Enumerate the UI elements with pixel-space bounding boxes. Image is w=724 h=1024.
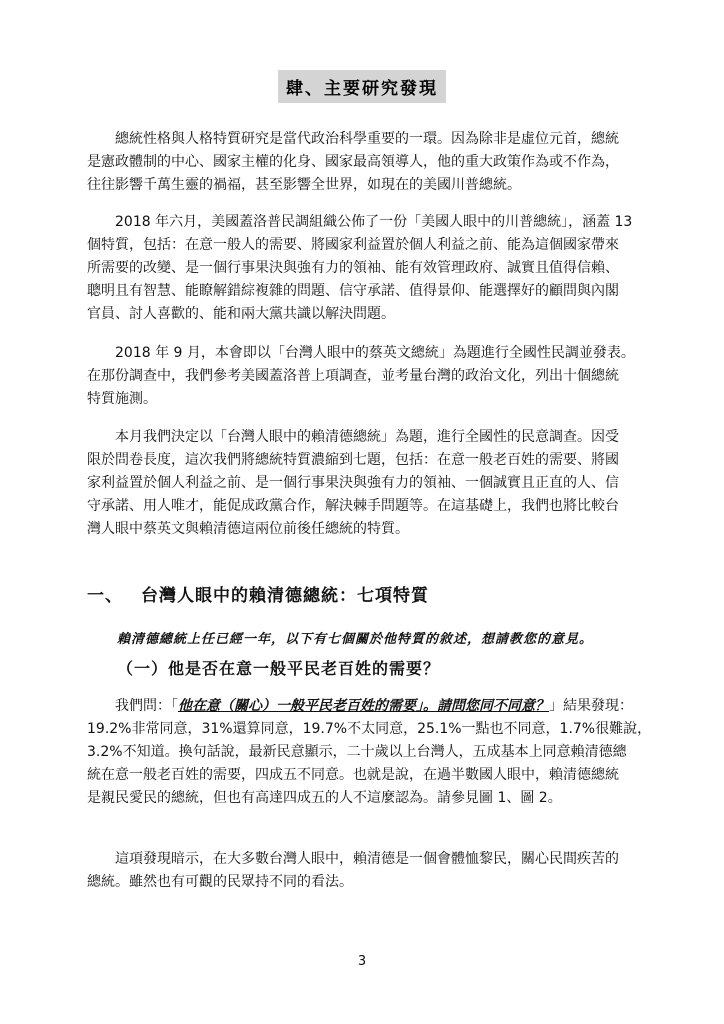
section-title-wrap [0, 70, 724, 103]
text-line: 是親民愛民的總統，但也有高達四成五的人不這麼認為。請參見圖 1、圖 2。 [87, 790, 562, 806]
heading-2: （一）他是否在意一般平民老百姓的需要？ [117, 659, 441, 678]
text-line: 這項發現暗示，在大多數台灣人眼中，賴清德是一個會體恤黎民，關心民間疾苦的 [115, 851, 619, 867]
heading-1-text: 台灣人眼中的賴清德總統：七項特質 [141, 586, 429, 606]
text-line: 聰明且有智慧、能瞭解錯綜複雜的問題、信守承諾、值得景仰、能選擇好的顧問與內閣 [87, 283, 619, 299]
text-line: 灣人眼中蔡英文與賴清德這兩位前後任總統的特質。 [87, 521, 409, 537]
text-line: 總統性格與人格特質研究是當代政治科學重要的一環。因為除非是虛位元首，總統 [115, 131, 619, 147]
question-intro: 賴清德總統上任已經一年，以下有七個關於他特質的敘述，想請教您的意見。 [117, 632, 594, 647]
paragraph-gallup [87, 211, 641, 326]
paragraph-lai-survey [87, 426, 641, 541]
section-title: 肆、主要研究發現 [278, 70, 446, 103]
text-line: 所需要的改變、是一個行事果決與強有力的領袖、能有效管理政府、誠實且值得信賴、 [87, 260, 619, 276]
text-line: 守承諾、用人唯才，能促成政黨合作，解決棘手問題等。在這基礎上，我們也將比較台 [87, 498, 619, 514]
finding-prefix: 我們問：「 [115, 698, 178, 714]
paragraph-finding [87, 695, 652, 810]
survey-question: 他在意（關心）一般平民老百姓的需要」。請問您同不同意？ [178, 698, 549, 714]
text-line: 官員、討人喜歡的、能和兩大黨共識以解決問題。 [87, 306, 395, 322]
text-line: 特質施測。 [87, 391, 157, 407]
text-line: 限於問卷長度，這次我們將總統特質濃縮到七題，包括：在意一般老百姓的需要、將國 [87, 452, 619, 468]
text-line: 個特質，包括：在意一般人的需要、將國家利益置於個人利益之前、能為這個國家帶來 [87, 237, 619, 253]
paragraph-conclusion [87, 848, 641, 894]
text-line: 在那份調查中，我們參考美國蓋洛普上項調查，並考量台灣的政治文化，列出十個總統 [87, 368, 619, 384]
finding-suffix: 」結果發現： [549, 698, 633, 714]
text-line: 往往影響千萬生靈的禍福，甚至影響全世界，如現在的美國川普總統。 [87, 177, 521, 193]
text-line: 本月我們決定以「台灣人眼中的賴清德總統」為題，進行全國性的民意調查。因受 [115, 429, 619, 445]
text-line: 家利益置於個人利益之前、是一個行事果決與強有力的領袖、一個誠實且正直的人、信 [87, 475, 619, 491]
text-line: 3.2%不知道。換句話說，最新民意顯示，二十歲以上台灣人，五成基本上同意賴清德總 [87, 744, 627, 760]
text-line: 2018 年六月，美國蓋洛普民調組織公佈了一份「美國人眼中的川普總統」，涵蓋 13 [115, 214, 633, 230]
heading-1-number: 一、 [87, 586, 123, 606]
heading-1 [87, 581, 429, 606]
finding-first-line [87, 695, 641, 718]
page-number: 3 [357, 954, 367, 969]
text-line: 19.2%非常同意，31%還算同意，19.7%不太同意，25.1%一點也不同意，1.7%很難說， [87, 721, 652, 737]
text-line: 總統。雖然也有可觀的民眾持不同的看法。 [87, 874, 353, 890]
text-line: 是憲政體制的中心、國家主權的化身、國家最高領導人，他的重大政策作為或不作為， [87, 154, 619, 170]
text-line: 統在意一般老百姓的需要，四成五不同意。也就是說，在過半數國人眼中，賴清德總統 [87, 767, 619, 783]
text-line: 2018 年 9 月，本會即以「台灣人眼中的蔡英文總統」為題進行全國性民調並發表。 [115, 345, 635, 361]
paragraph-intro [87, 128, 641, 197]
paragraph-tsai-survey [87, 342, 641, 411]
